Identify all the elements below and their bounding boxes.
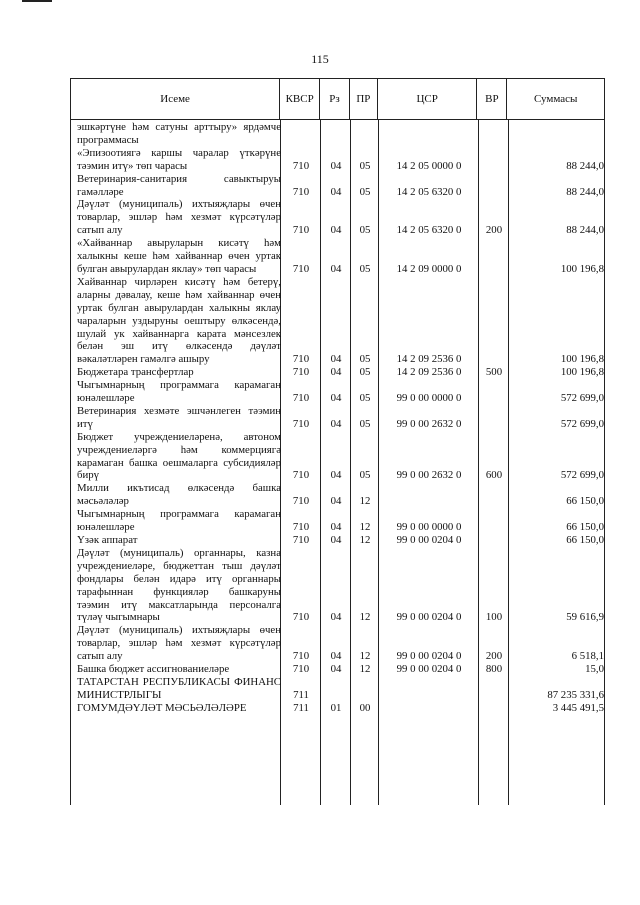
row-name: ГОМУМДӘҮЛӘТ МӘСЬӘЛӘЛӘРЕ: [77, 701, 247, 714]
row-pr: 12: [359, 534, 371, 546]
table-row: [77, 198, 604, 237]
row-name: Чыгымнарның программага карамаган юнәлешләре: [77, 379, 281, 405]
row-rz: 04: [330, 224, 342, 237]
row-kvsr: 710: [292, 650, 310, 663]
row-sum: 66 150,0: [566, 495, 604, 508]
row-rz: 04: [330, 495, 342, 508]
row-pr: 05: [359, 224, 371, 237]
row-pr: 12: [359, 495, 371, 508]
row-kvsr: 710: [292, 159, 310, 172]
row-name: Башка бюджет ассигнованиеләре: [77, 663, 230, 676]
header-kvsr: КВСР: [280, 79, 320, 119]
budget-table: [70, 78, 605, 805]
row-kvsr: 711: [293, 701, 309, 714]
row-name: Ветеринария-санитария савыктыруы гамәлләре: [77, 172, 281, 198]
row-name: Милли икътисад өлкәсендә башка мәсьәләләр: [77, 482, 281, 508]
row-pr: 12: [359, 611, 371, 624]
row-kvsr: 710: [292, 663, 310, 676]
row-rz: 04: [330, 185, 342, 198]
row-csr: 99 0 00 0204 0: [396, 650, 462, 663]
row-sum: 100 196,8: [560, 353, 604, 366]
row-pr: 12: [359, 663, 371, 676]
row-vr: 200: [485, 224, 503, 237]
row-name: ТАТАРСТАН РЕСПУБЛИКАСЫ ФИНАНС МИНИСТРЛЫГЫ: [77, 675, 281, 701]
table-row: [77, 173, 604, 199]
row-name: Хайваннар чирләрен кисәтү һәм бетерү, аларны дәвалау, кеше һәм хайваннар өчен уртак булган авырулардан халыкны яклау чараларын уздыруны оештыру өлкәсендә, шулай ук хайваннарга карата мәнсезлек белән эш итү өлкәсендә дәүләт вәкаләтләрен гамәлгә ашыру: [77, 275, 281, 366]
header-csr: ЦСР: [378, 79, 478, 119]
row-name: Бюджет учреждениеләренә, автоном учреждениеләргә һәм коммерциягә карамаган башка оешмаларга субсидияләр бирү: [77, 430, 281, 482]
row-csr: 14 2 05 0000 0: [396, 159, 462, 172]
row-sum: 3 445 491,5: [552, 701, 604, 714]
row-sum: 572 699,0: [560, 417, 604, 430]
row-pr: 05: [359, 185, 371, 198]
row-vr: 800: [485, 663, 503, 676]
row-sum: 66 150,0: [566, 534, 604, 546]
row-name: Үзәк аппарат: [77, 534, 138, 546]
row-pr: 00: [359, 701, 371, 714]
row-kvsr: 710: [292, 611, 310, 624]
row-sum: 88 244,0: [566, 185, 604, 198]
row-csr: 14 2 05 6320 0: [396, 185, 462, 198]
row-csr: 14 2 05 6320 0: [396, 224, 462, 237]
table-row: [77, 702, 604, 715]
row-name: Чыгымнарның программага карамаган юнәлешләре: [77, 508, 281, 534]
row-rz: 04: [330, 262, 342, 275]
row-rz: 04: [330, 417, 342, 430]
row-name: Дәүләт (муниципаль) ихтыяҗлары өчен товарлар, эшләр һәм хезмәт күрсәтүләр сатып алу: [77, 198, 281, 237]
row-pr: 12: [359, 650, 371, 663]
row-sum: 66 150,0: [566, 521, 604, 534]
table-row: [77, 676, 604, 702]
header-sum: Суммасы: [533, 93, 578, 105]
row-sum: 572 699,0: [560, 469, 604, 482]
row-kvsr: 710: [292, 353, 310, 366]
table-row: [77, 482, 604, 508]
table-row: [77, 147, 604, 173]
row-sum: 59 616,9: [566, 611, 604, 624]
row-csr: 14 2 09 0000 0: [396, 262, 462, 275]
row-csr: 99 0 00 2632 0: [396, 469, 462, 482]
row-sum: 87 235 331,6: [547, 688, 604, 701]
row-name: эшкәртүне һәм сатуны арттыру» ярдәмче программасы: [77, 121, 281, 146]
row-rz: 04: [330, 353, 342, 366]
row-rz: 04: [330, 521, 342, 534]
row-rz: 04: [330, 611, 342, 624]
row-name: Ветеринария хезмәте эшчәнлеген тәэмин итү: [77, 404, 281, 430]
row-name: Дәүләт (муниципаль) органнары, казна учреждениеләре, бюджеттан тыш дәүләт фондлары белән идарә итү органнары тарафыннан функцияләр башкаруны тәэмин итү максатларында персоналга түләү чыгымнары: [77, 546, 281, 624]
table-row: [77, 508, 604, 534]
row-sum: 6 518,1: [571, 650, 604, 663]
row-kvsr: 710: [292, 224, 310, 237]
table-row: [77, 366, 604, 379]
table-row: [77, 405, 604, 431]
row-rz: 04: [330, 469, 342, 482]
table-row: [77, 624, 604, 663]
header-pr: ПР: [350, 79, 378, 119]
row-vr: 600: [485, 469, 503, 482]
row-sum: 88 244,0: [566, 224, 604, 237]
row-name: «Хайваннар авыруларын кисәтү һәм халыкны кеше һәм хайваннар өчен уртак булган авырулардан яклау» төп чарасы: [77, 237, 281, 275]
header-rz: Рз: [320, 79, 350, 119]
row-name: Бюджетара трансфертлар: [77, 366, 194, 379]
table-header: [70, 78, 605, 120]
row-rz: 04: [330, 366, 342, 379]
header-vr: ВР: [477, 79, 507, 119]
table-row: [77, 237, 604, 276]
row-rz: 04: [330, 650, 342, 663]
table-rows: [77, 121, 604, 715]
row-csr: 99 0 00 0204 0: [396, 534, 462, 546]
table-body: [70, 120, 605, 805]
row-rz: 04: [330, 392, 342, 405]
row-kvsr: 710: [292, 417, 310, 430]
row-rz: 01: [330, 701, 342, 714]
row-sum: 572 699,0: [560, 392, 604, 405]
row-kvsr: 711: [293, 688, 309, 701]
row-csr: 14 2 09 2536 0: [396, 366, 462, 379]
row-csr: 14 2 09 2536 0: [396, 353, 462, 366]
row-name: Дәүләт (муниципаль) ихтыяҗлары өчен товарлар, эшләр һәм хезмәт күрсәтүләр сатып алу: [77, 624, 281, 663]
row-pr: 05: [359, 469, 371, 482]
row-kvsr: 710: [292, 262, 310, 275]
row-kvsr: 710: [292, 521, 310, 534]
row-sum: 88 244,0: [566, 159, 604, 172]
table-row: [77, 121, 604, 147]
row-sum: 100 196,8: [560, 262, 604, 275]
row-pr: 05: [359, 353, 371, 366]
table-row: [77, 663, 604, 676]
row-rz: 04: [330, 534, 342, 546]
row-kvsr: 710: [292, 469, 310, 482]
row-csr: 99 0 00 0204 0: [396, 663, 462, 676]
top-edge-mark: [22, 0, 52, 2]
row-rz: 04: [330, 663, 342, 676]
page-number: 115: [311, 52, 329, 66]
row-sum: 100 196,8: [560, 366, 604, 379]
table-row: [77, 379, 604, 405]
table-row: [77, 276, 604, 366]
row-csr: 99 0 00 0000 0: [396, 392, 462, 405]
row-pr: 05: [359, 417, 371, 430]
header-name: Исеме: [71, 79, 280, 119]
table-row: [77, 547, 604, 624]
row-kvsr: 710: [292, 366, 310, 379]
row-csr: 99 0 00 2632 0: [396, 417, 462, 430]
row-rz: 04: [330, 159, 342, 172]
row-kvsr: 710: [292, 495, 310, 508]
table-row: [77, 534, 604, 547]
row-name: «Эпизоотиягә каршы чаралар үткәрүне тәэмин итү» төп чарасы: [77, 146, 281, 172]
row-pr: 12: [359, 521, 371, 534]
row-pr: 05: [359, 366, 371, 379]
row-kvsr: 710: [292, 185, 310, 198]
row-pr: 05: [359, 392, 371, 405]
row-vr: 500: [485, 366, 503, 379]
row-vr: 100: [485, 611, 503, 624]
row-pr: 05: [359, 159, 371, 172]
row-kvsr: 710: [292, 392, 310, 405]
table-row: [77, 431, 604, 483]
row-pr: 05: [359, 262, 371, 275]
row-csr: 99 0 00 0000 0: [396, 521, 462, 534]
row-vr: 200: [485, 650, 503, 663]
row-csr: 99 0 00 0204 0: [396, 611, 462, 624]
row-kvsr: 710: [292, 534, 310, 546]
row-sum: 15,0: [585, 663, 604, 676]
